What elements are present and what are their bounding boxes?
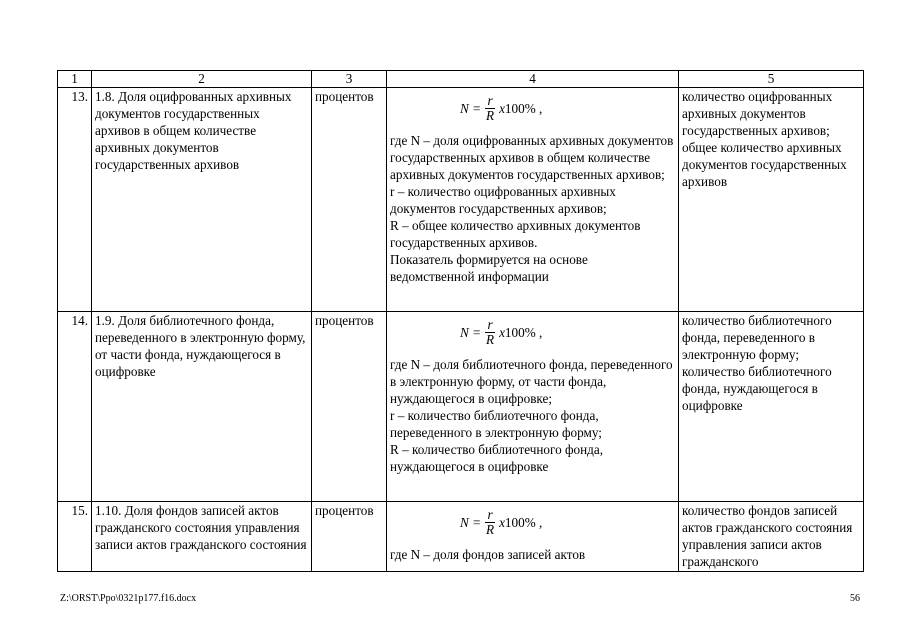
table-row [58,502,864,572]
formula-denominator: R [486,108,495,123]
formula-lhs: N = [460,515,481,530]
formula-percent: 100% [504,325,536,340]
formula-punct: , [535,325,543,340]
header-cell: 2 [92,71,312,88]
indicator-name: 1.10. Доля фондов записей актов гражданского состояния управления записи актов гражданского состояния [92,502,312,572]
method-cell [387,312,679,502]
formula-numerator: r [487,93,493,108]
formula-x: x [499,101,505,116]
formula-fraction [484,508,496,537]
row-number: 15. [58,502,92,572]
formula-lhs: N = [460,101,481,116]
row-number: 14. [58,312,92,502]
source-cell: количество библиотечного фонда, переведенного в электронную форму; количество библиотечного фонда, нуждающегося в оцифровке [679,312,864,502]
table-row [58,88,864,312]
page-number: 56 [850,593,860,604]
header-cell: 5 [679,71,864,88]
table-row [58,312,864,502]
method-description: где N – доля фондов записей актов [390,547,586,562]
header-cell: 3 [312,71,387,88]
table-header-row [58,71,864,88]
header-cell: 1 [58,71,92,88]
formula-fraction [484,318,496,347]
footer-file-path: Z:\ORST\Ppo\0321p177.f16.docx [60,593,197,604]
method-cell [387,88,679,312]
indicators-table [57,70,864,572]
formula-percent: 100% [504,101,536,116]
formula-denominator: R [486,332,495,347]
indicator-name: 1.8. Доля оцифрованных архивных документов государственных архивов в общем количестве архивных документов государственных архивов [92,88,312,312]
source-cell: количество оцифрованных архивных документов государственных архивов; общее количество архивных документов государственных архивов [679,88,864,312]
formula-lhs: N = [460,325,481,340]
method-description: где N – доля библиотечного фонда, переведенного в электронную форму, от части фонда, нуждающегося в оцифровке; r – количество библиотечного фонда, переведенного в электронную форму; R – количество библиотечного фонда, нуждающегося в оцифровке [390,357,673,474]
unit-cell: процентов [312,502,387,572]
formula [390,88,675,132]
formula-x: x [499,515,505,530]
formula [390,312,675,356]
formula-percent: 100% [504,515,536,530]
formula-x: x [499,325,505,340]
formula-punct: , [535,515,543,530]
formula-numerator: r [487,317,493,332]
header-cell: 4 [387,71,679,88]
formula-denominator: R [486,522,495,537]
formula-fraction [484,94,496,123]
indicator-name: 1.9. Доля библиотечного фонда, переведенного в электронную форму, от части фонда, нуждающегося в оцифровке [92,312,312,502]
method-description: где N – доля оцифрованных архивных документов государственных архивов в общем количестве архивных документов государственных архивов; r – количество оцифрованных архивных документов государственных архивов; R – общее количество архивных документов государственных архивов. Показатель формируется на основе ведомственной информации [390,133,674,284]
formula [390,502,675,546]
formula-numerator: r [487,507,493,522]
method-cell [387,502,679,572]
row-number: 13. [58,88,92,312]
unit-cell: процентов [312,88,387,312]
source-cell: количество фондов записей актов гражданского состояния управления записи актов гражданского [679,502,864,572]
unit-cell: процентов [312,312,387,502]
formula-punct: , [535,101,543,116]
